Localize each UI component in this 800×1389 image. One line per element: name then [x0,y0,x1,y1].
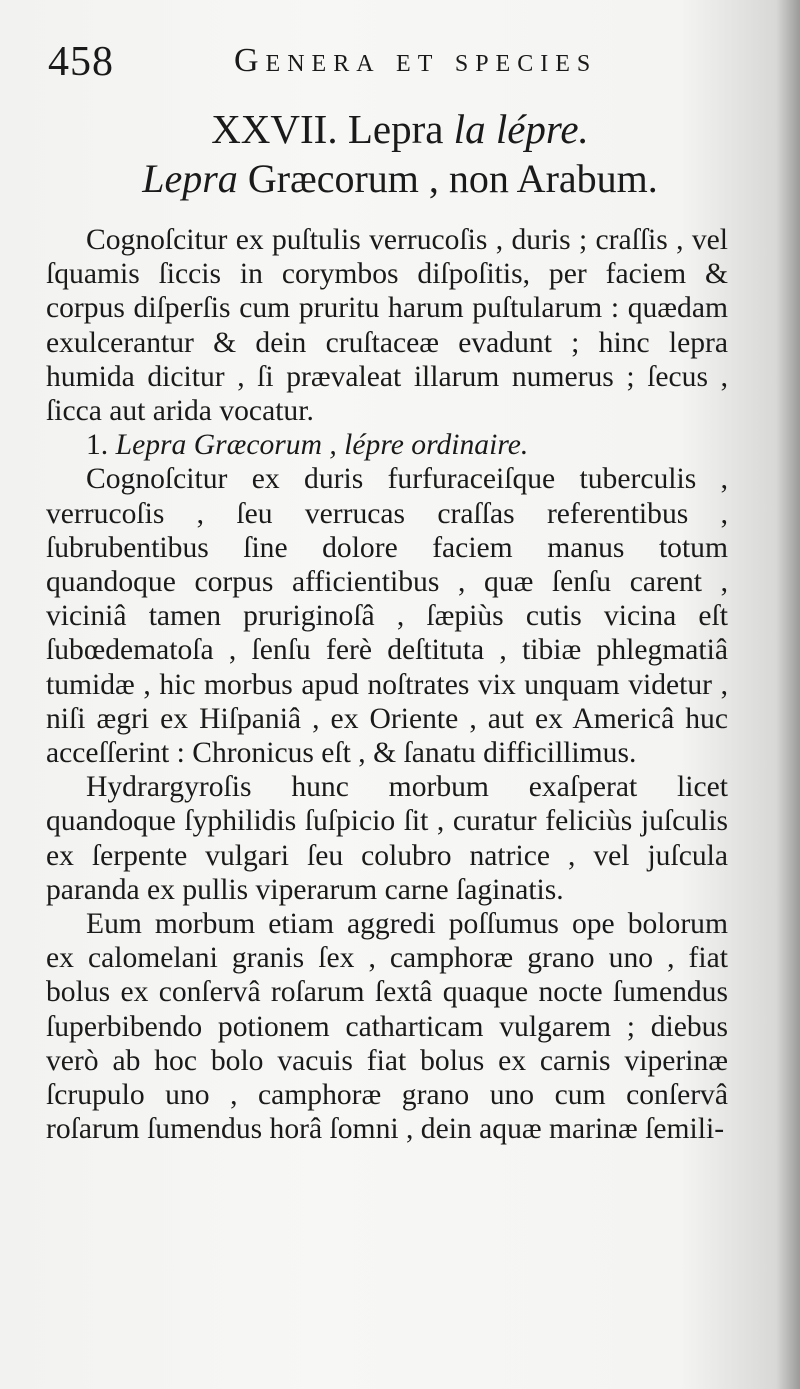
paragraph-remedy: Eum morbum etiam aggredi poſſumus ope bolorum ex calomelani granis ſex , camphoræ grano uno , fiat bolus ex conſervâ roſarum ſextâ quaque nocte ſumendus ſuperbibendo potionem catharticam vulgarem ; diebus verò ab hoc bolo vacuis fiat bolus ex carnis viperinæ ſcrupulo uno , camphoræ grano uno cum conſervâ roſarum ſumendus horâ ſomni , dein aquæ marinæ ſemili- [46,908,728,1146]
body-text [46,223,728,1146]
paragraph-species-description: Cognoſcitur ex duris furfuraceiſque tuberculis , verrucoſis , ſeu verrucas craſſas referentibus , ſubrubentibus ſine dolore faciem manus totum quandoque corpus afficientibus , quæ ſenſu carent , viciniâ tamen pruriginoſâ , ſæpiùs cutis vicina eſt ſubœdematoſa , ſenſu ferè deſtituta , tibiæ phlegmatiâ tumidæ , hic morbus apud noſtrates vix unquam videtur , niſi ægri ex Hiſpaniâ , ex Oriente , aut ex Americâ huc acceſſerint : Chronicus eſt , & ſanatu difficillimus. [46,463,728,770]
page-number: 458 [48,39,114,85]
chapter-number: XXVII. [211,106,338,152]
paragraph-treatment: Hydrargyroſis hunc morbum exaſperat licet quandoque ſyphilidis ſuſpicio ſit , curatur feliciùs juſculis ex ſerpente vulgari ſeu colubro natrice , vel juſcula paranda ex pullis viperarum carne ſaginatis. [46,771,728,906]
chapter-subtitle [0,155,800,202]
subtitle-italic: Lepra [142,156,238,201]
species-name: Lepra Græcorum , [115,429,337,462]
chapter-heading [0,105,800,153]
paragraph-description: Cognoſcitur ex puſtulis verrucoſis , duris ; craſſis , vel ſquamis ſiccis in corymbos diſpoſitis, per faciem & corpus diſperſis cum pruritu harum puſtularum : quædam exulcerantur & dein cruſtaceæ evadunt ; hinc lepra humida dicitur , ſi prævaleat illarum numerus ; ſecus , ſicca aut arida vocatur. [46,224,728,428]
running-title: Genera et species [234,42,598,79]
chapter-name: Lepra [347,106,444,152]
subtitle-rest: Græcorum , non Arabum. [247,156,658,201]
running-head [48,38,748,90]
species-french: lépre ordinaire. [344,429,529,462]
species-heading [46,428,728,462]
species-number: 1. [86,429,109,462]
chapter-french-name: la lépre. [453,106,589,152]
